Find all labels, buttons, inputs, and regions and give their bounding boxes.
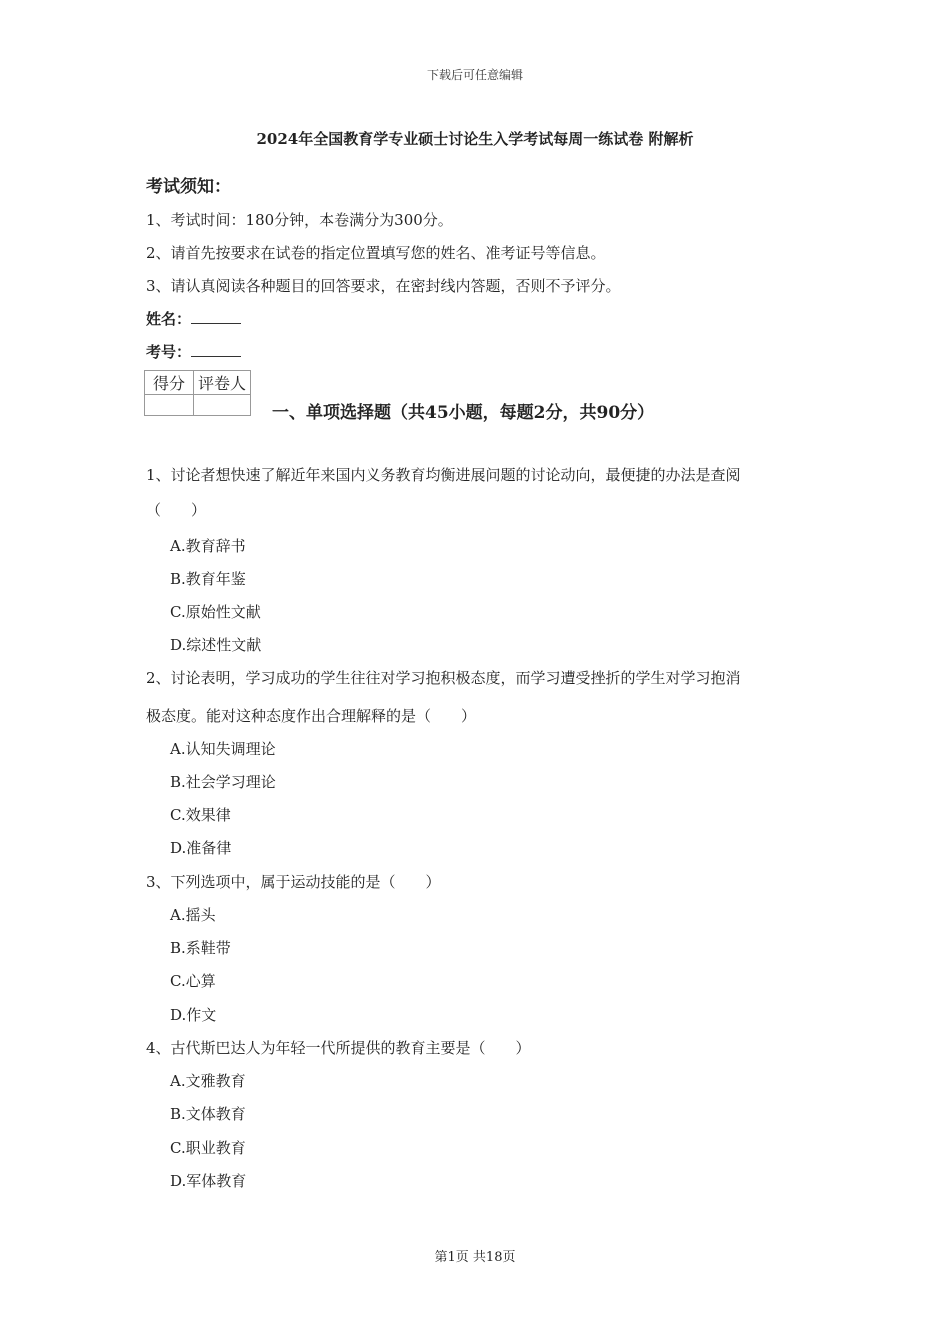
option: D.军体教育	[170, 1172, 247, 1190]
option: D.作文	[170, 1006, 217, 1024]
name-label: 姓名：	[146, 310, 192, 328]
notice-item: 3、请认真阅读各种题目的回答要求，在密封线内答题，否则不予评分。	[146, 277, 621, 295]
option: A.教育辞书	[170, 537, 246, 555]
question-stem: 4、古代斯巴达人为年轻一代所提供的教育主要是（ ）	[146, 1039, 531, 1057]
option: D.准备律	[170, 839, 232, 857]
question-stem: 2、讨论表明，学习成功的学生往往对学习抱积极态度，而学习遭受挫折的学生对学习抱消	[146, 669, 741, 687]
option: B.系鞋带	[170, 939, 231, 957]
notice-heading: 考试须知：	[146, 177, 231, 197]
id-label: 考号：	[146, 343, 192, 361]
name-field	[146, 308, 241, 329]
option: D.综述性文献	[170, 636, 262, 654]
option: A.认知失调理论	[170, 740, 276, 758]
document-title: 2024年全国教育学专业硕士讨论生入学考试每周一练试卷 附解析	[256, 130, 694, 148]
option: B.文体教育	[170, 1105, 246, 1123]
score-header: 得分	[145, 371, 194, 395]
option: B.社会学习理论	[170, 773, 276, 791]
grader-header: 评卷人	[194, 371, 251, 395]
score-cell	[145, 395, 194, 416]
section-title: 一、单项选择题（共45小题，每题2分，共90分）	[272, 403, 655, 423]
option: C.效果律	[170, 806, 231, 824]
option: C.原始性文献	[170, 603, 261, 621]
score-table	[144, 370, 251, 416]
question-stem: 3、下列选项中，属于运动技能的是（ ）	[146, 873, 441, 891]
option: C.心算	[170, 972, 216, 990]
header-note: 下载后可任意编辑	[426, 68, 523, 82]
grader-cell	[194, 395, 251, 416]
page-footer: 第1页 共18页	[434, 1250, 516, 1265]
notice-item: 1、考试时间：180分钟，本卷满分为300分。	[146, 211, 453, 229]
option: A.文雅教育	[170, 1072, 246, 1090]
option: A.摇头	[170, 906, 216, 924]
option: C.职业教育	[170, 1139, 246, 1157]
option: B.教育年鉴	[170, 570, 246, 588]
question-stem-cont: （ ）	[146, 501, 207, 519]
question-stem-cont: 极态度。能对这种态度作出合理解释的是（ ）	[146, 707, 477, 725]
question-stem: 1、讨论者想快速了解近年来国内义务教育均衡进展问题的讨论动向，最便捷的办法是查阅	[146, 466, 741, 484]
name-blank	[191, 309, 241, 324]
notice-item: 2、请首先按要求在试卷的指定位置填写您的姓名、准考证号等信息。	[146, 244, 606, 262]
id-field	[146, 341, 241, 362]
id-blank	[191, 342, 241, 357]
